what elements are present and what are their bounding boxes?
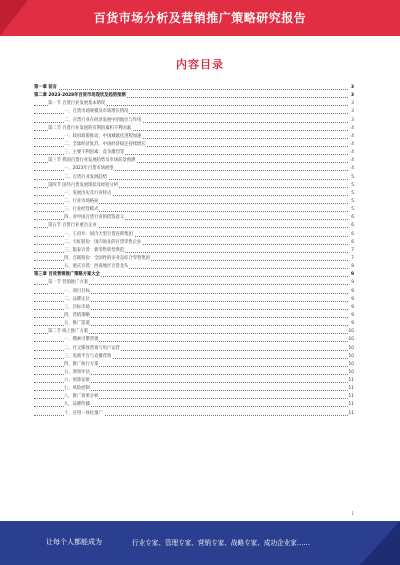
toc-entry-label: 四、营销策略 bbox=[64, 312, 91, 320]
toc-entry-page: 10 bbox=[348, 345, 354, 353]
toc-item-row[interactable] bbox=[34, 231, 354, 239]
header-banner bbox=[0, 0, 400, 36]
toc-entry-label: 十、应用一体化推广 bbox=[64, 410, 104, 418]
toc-entry-page: 6 bbox=[350, 239, 354, 247]
toc-item-row[interactable] bbox=[34, 255, 354, 263]
toc-entry-page: 11 bbox=[348, 401, 354, 409]
toc-entry-page: 4 bbox=[350, 165, 354, 173]
footer-slogan-left: 让每个人都能成为 bbox=[46, 538, 102, 546]
toc-entry-page: 11 bbox=[348, 385, 354, 393]
toc-section-row[interactable] bbox=[34, 182, 354, 190]
toc-entry-label: 第二节 百货行业发展的有利因素和不利因素 bbox=[48, 125, 132, 133]
toc-entry-label: 第三章 百货营销推广策略方案大全 bbox=[34, 271, 101, 279]
toc-entry-page: 4 bbox=[350, 149, 354, 157]
toc-entry-label: 九、品牌传播 bbox=[64, 401, 91, 409]
toc-item-row[interactable] bbox=[34, 385, 354, 393]
toc-entry-page: 8 bbox=[350, 263, 354, 271]
toc-entry-label: 第二节 线上推广方案 bbox=[48, 328, 89, 336]
toc-entry-label: 六、预算安排 bbox=[64, 377, 91, 385]
toc-entry-label: 第四节 国外百货发展现状及经验分析 bbox=[48, 182, 119, 190]
report-title: 百货市场分析及营销推广策略研究报告 bbox=[93, 11, 307, 25]
toc-item-row[interactable] bbox=[34, 377, 354, 385]
toc-entry-label: 三、电商平台与直播营销 bbox=[64, 353, 112, 361]
toc-entry-label: 八、推广效果分析 bbox=[64, 393, 99, 401]
toc-item-row[interactable] bbox=[34, 288, 354, 296]
toc-entry-label: 三、银泰百货：新零售转型典范 bbox=[64, 247, 125, 255]
toc-entry-page: 5 bbox=[350, 206, 354, 214]
toc-item-row[interactable] bbox=[34, 141, 354, 149]
toc-item-row[interactable] bbox=[34, 345, 354, 353]
toc-item-row[interactable] bbox=[34, 353, 354, 361]
toc-entry-label: 二、百货行业在经济发展中的地位与作用 bbox=[64, 117, 142, 125]
toc-item-row[interactable] bbox=[34, 133, 354, 141]
toc-entry-label: 二、行业市场格局 bbox=[64, 198, 99, 206]
toc-chapter-row[interactable] bbox=[34, 92, 354, 100]
toc-entry-page: 10 bbox=[348, 361, 354, 369]
toc-entry-label: 二、天虹股份：国内领先的百货零售企业 bbox=[64, 239, 142, 247]
toc-entry-label: 一、搜索引擎营销 bbox=[64, 336, 99, 344]
toc-entry-page: 4 bbox=[350, 125, 354, 133]
toc-entry-page: 9 bbox=[350, 320, 354, 328]
toc-chapter-row[interactable] bbox=[34, 271, 354, 279]
toc-chapter-row[interactable] bbox=[34, 84, 354, 92]
toc-entry-label: 五、重庆百货：西南地区百货龙头 bbox=[64, 263, 129, 271]
toc-entry-page: 11 bbox=[348, 410, 354, 418]
toc-entry-page: 10 bbox=[348, 353, 354, 361]
toc-section-row[interactable] bbox=[34, 222, 354, 230]
toc-entry-page: 5 bbox=[350, 174, 354, 182]
toc-item-row[interactable] bbox=[34, 174, 354, 182]
toc-entry-label: 一、政府政策推动、中国城镇化进程加速 bbox=[64, 133, 142, 141]
toc-entry-label: 五、推广渠道 bbox=[64, 320, 91, 328]
toc-entry-label: 第一节 营销推广方案 bbox=[48, 279, 89, 287]
toc-entry-label: 七、风险控制 bbox=[64, 385, 91, 393]
toc-entry-label: 四、推广执行方案 bbox=[64, 361, 99, 369]
toc-entry-page: 5 bbox=[350, 182, 354, 190]
toc-entry-label: 二、社交媒体营销与用户运营 bbox=[64, 345, 121, 353]
toc-entry-label: 二、品牌定位 bbox=[64, 296, 91, 304]
toc-entry-page: 5 bbox=[350, 198, 354, 206]
toc-entry-page: 3 bbox=[350, 100, 354, 108]
toc-entry-page: 6 bbox=[350, 214, 354, 222]
toc-item-row[interactable] bbox=[34, 401, 354, 409]
toc-entry-label: 三、行业经营模式 bbox=[64, 206, 99, 214]
toc-item-row[interactable] bbox=[34, 369, 354, 377]
toc-entry-page: 10 bbox=[348, 328, 354, 336]
toc-heading: 内容目录 bbox=[176, 58, 224, 71]
toc-entry-label: 四、对中国百货行业的借鉴意义 bbox=[64, 214, 125, 222]
toc-entry-label: 一、百货市场规模及市场增长情况 bbox=[64, 108, 129, 116]
toc-entry-label: 一、项目目标 bbox=[64, 288, 91, 296]
toc-section-row[interactable] bbox=[34, 279, 354, 287]
toc-item-row[interactable] bbox=[34, 263, 354, 271]
toc-entry-page: 9 bbox=[350, 271, 354, 279]
toc-entry-page: 7 bbox=[350, 255, 354, 263]
toc-entry-page: 3 bbox=[350, 92, 354, 100]
toc-entry-label: 一、发展历史及行业特点 bbox=[64, 190, 112, 198]
footer-banner bbox=[0, 521, 400, 565]
toc-item-row[interactable] bbox=[34, 361, 354, 369]
toc-entry-label: 二、百货行业发展趋势 bbox=[64, 174, 108, 182]
toc-item-row[interactable] bbox=[34, 312, 354, 320]
toc-entry-page: 9 bbox=[350, 279, 354, 287]
toc-entry-page: 9 bbox=[350, 296, 354, 304]
toc-entry-label: 三、主要不利因素：竞争激烈等 bbox=[64, 149, 125, 157]
toc-item-row[interactable] bbox=[34, 149, 354, 157]
toc-entry-page: 11 bbox=[348, 393, 354, 401]
toc-item-row[interactable] bbox=[34, 165, 354, 173]
toc-section-row[interactable] bbox=[34, 100, 354, 108]
toc-item-row[interactable] bbox=[34, 410, 354, 418]
toc-item-row[interactable] bbox=[34, 214, 354, 222]
toc-entry-page: 3 bbox=[350, 117, 354, 125]
toc-entry-page: 9 bbox=[350, 288, 354, 296]
toc-entry-label: 第一节 百货行业发展基本情况 bbox=[48, 100, 106, 108]
toc-entry-label: 第二章 2023-2028年百货市场现状及趋势预测 bbox=[34, 92, 127, 100]
toc-entry-label: 第五节 百货行业重点企业 bbox=[48, 222, 98, 230]
toc-entry-label: 第一章 前言 bbox=[34, 84, 58, 92]
toc-entry-page: 4 bbox=[350, 141, 354, 149]
toc-item-row[interactable] bbox=[34, 393, 354, 401]
toc-item-row[interactable] bbox=[34, 247, 354, 255]
toc-item-row[interactable] bbox=[34, 239, 354, 247]
toc-entry-page: 6 bbox=[350, 231, 354, 239]
toc-entry-label: 第三节 我国百货行业发展趋势及市场前景预测 bbox=[48, 157, 136, 165]
toc-entry-label: 五、效果评估 bbox=[64, 369, 91, 377]
toc-entry-page: 3 bbox=[350, 84, 354, 92]
toc-item-row[interactable] bbox=[34, 190, 354, 198]
toc-entry-page: 9 bbox=[350, 312, 354, 320]
toc-item-row[interactable] bbox=[34, 206, 354, 214]
toc-entry-label: 三、目标市场 bbox=[64, 304, 91, 312]
toc-section-row[interactable] bbox=[34, 328, 354, 336]
toc-item-row[interactable] bbox=[34, 198, 354, 206]
toc-leader-dots bbox=[34, 89, 348, 90]
page-number: 1 bbox=[351, 511, 354, 516]
toc-entry-label: 一、王府井：国内大型百货连锁集团 bbox=[64, 231, 134, 239]
toc-item-row[interactable] bbox=[34, 296, 354, 304]
toc-entry-page: 4 bbox=[350, 157, 354, 165]
footer-slogan-right: 行业专家、管理专家、营销专家、战略专家、成功企业家…… bbox=[132, 539, 311, 547]
toc-entry-label: 一、2023年百货市场展望 bbox=[64, 165, 115, 173]
toc-entry-page: 5 bbox=[350, 190, 354, 198]
toc-entry-page: 7 bbox=[350, 247, 354, 255]
toc-entry-page: 3 bbox=[350, 108, 354, 116]
toc-section-row[interactable] bbox=[34, 125, 354, 133]
toc-item-row[interactable] bbox=[34, 320, 354, 328]
footer-corner-decoration bbox=[360, 521, 400, 565]
toc-section-row[interactable] bbox=[34, 157, 354, 165]
toc-entry-page: 11 bbox=[348, 377, 354, 385]
toc-item-row[interactable] bbox=[34, 117, 354, 125]
toc-item-row[interactable] bbox=[34, 336, 354, 344]
toc-item-row[interactable] bbox=[34, 304, 354, 312]
toc-item-row[interactable] bbox=[34, 108, 354, 116]
toc-entry-page: 10 bbox=[348, 336, 354, 344]
toc-entry-page: 9 bbox=[350, 304, 354, 312]
toc-entry-label: 二、全球经济复苏，中国经济稳定持续增长 bbox=[64, 141, 147, 149]
toc-entry-label: 四、百联股份：全国性的多业态综合零售集团 bbox=[64, 255, 151, 263]
toc-entry-page: 10 bbox=[348, 369, 354, 377]
table-of-contents bbox=[34, 84, 354, 418]
toc-entry-page: 4 bbox=[350, 133, 354, 141]
toc-entry-page: 6 bbox=[350, 222, 354, 230]
